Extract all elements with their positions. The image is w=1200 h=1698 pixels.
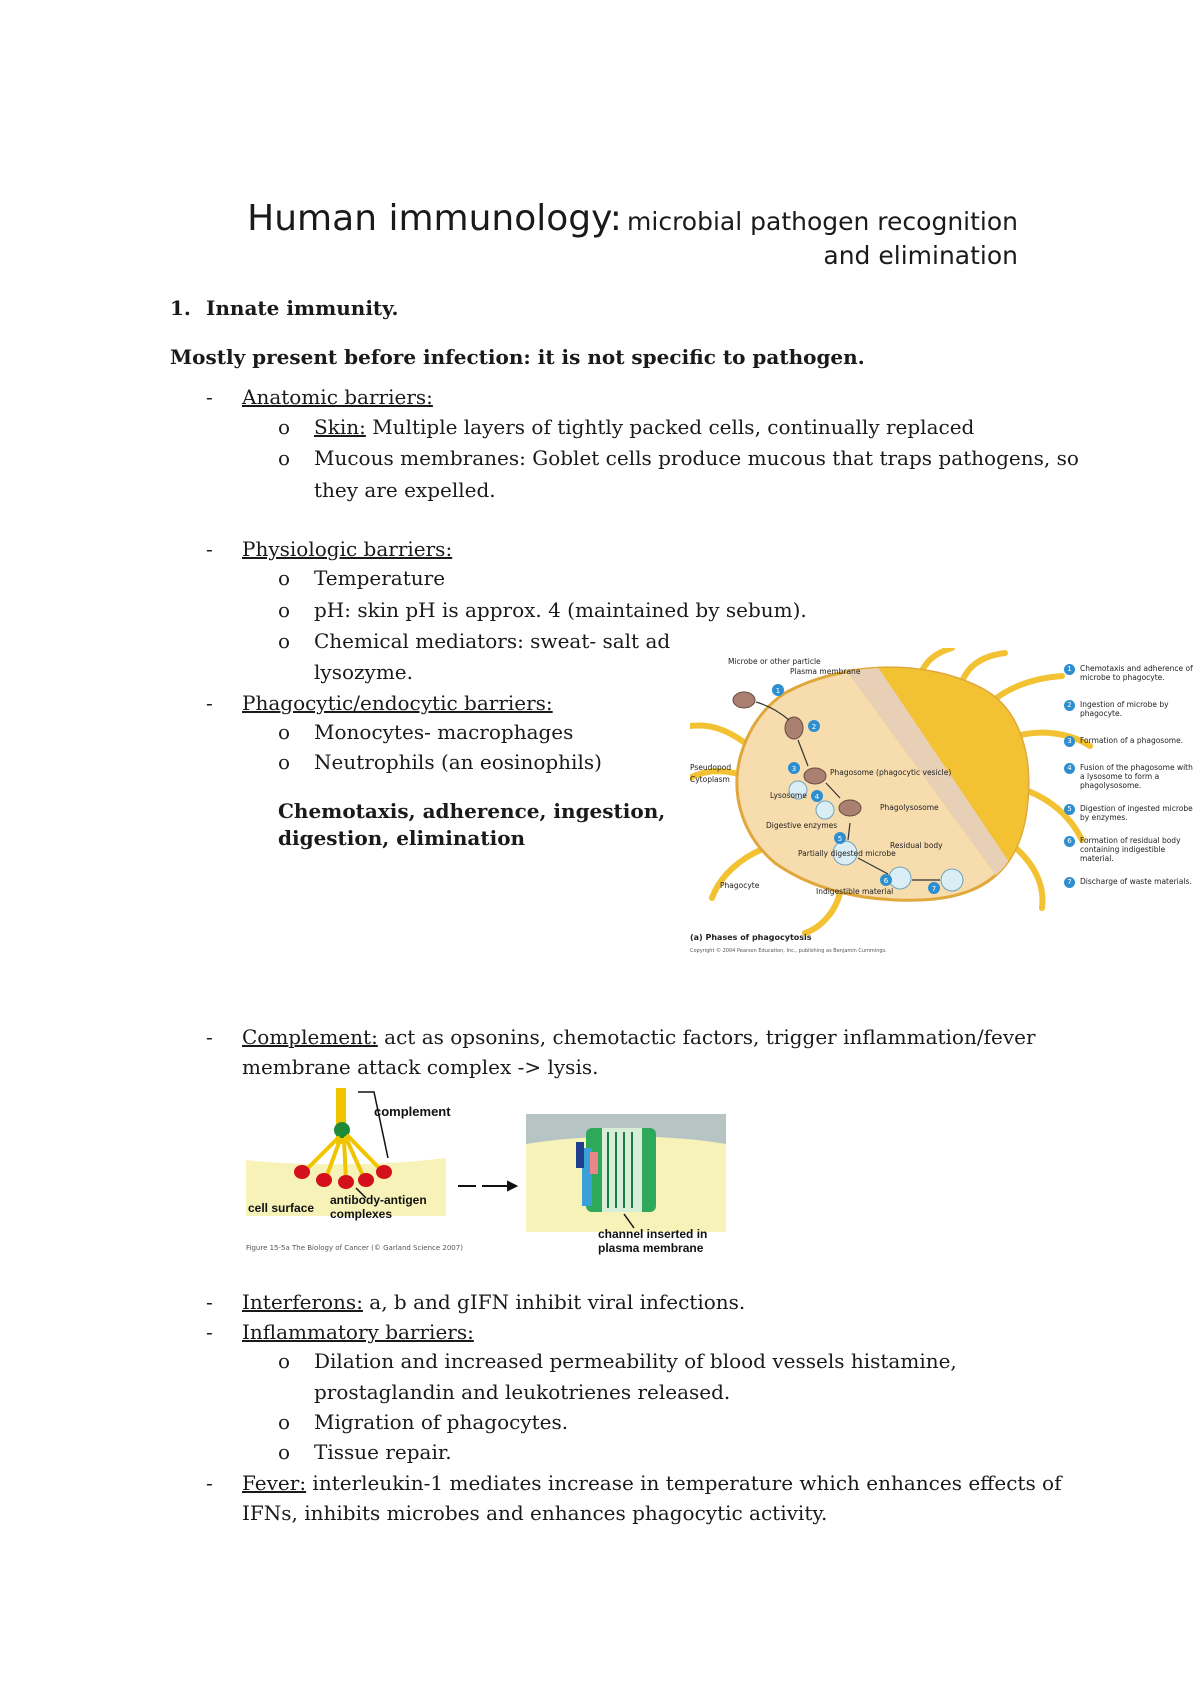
anatomic-label: Anatomic barriers: <box>242 385 433 409</box>
phago-steps <box>278 798 665 852</box>
inflammatory-item1-line2: prostaglandin and leukotrienes released. <box>314 1380 731 1404</box>
inflammatory-item-1 <box>278 1346 957 1377</box>
phago-steps-line2: digestion, elimination <box>278 826 526 850</box>
discharge-vesicle <box>941 869 963 891</box>
inflammatory-label: Inflammatory barriers: <box>242 1320 474 1344</box>
label-microbe: Microbe or other particle <box>728 657 821 666</box>
phagocytic-label: Phagocytic/endocytic barriers: <box>242 691 553 715</box>
legend-step-1: Chemotaxis and adherence of microbe to phagocyte. <box>1080 664 1193 682</box>
label-cell-surface: cell surface <box>248 1201 315 1215</box>
channel-protein-pink <box>590 1152 598 1174</box>
physio-chemical-line2: lysozyme. <box>314 660 413 684</box>
dash-bullet: - <box>206 691 213 715</box>
svg-text:5: 5 <box>837 835 843 843</box>
complement-label: Complement: <box>242 1025 378 1049</box>
label-plasma: Plasma membrane <box>790 667 861 676</box>
residual-body <box>889 867 911 889</box>
microbe <box>804 768 826 784</box>
complement-figure <box>246 1088 732 1260</box>
inflammatory-item <box>206 1317 474 1348</box>
label-cytoplasm: Cytoplasm <box>690 775 730 784</box>
o-bullet: o <box>278 1410 291 1434</box>
legend-step-2: Ingestion of microbe by phagocyte. <box>1080 700 1169 718</box>
physio-item-temperature <box>278 563 445 594</box>
fever-text-line1: interleukin-1 mediates increase in temperature which enhances effects of <box>306 1471 1062 1495</box>
o-bullet: o <box>278 566 291 590</box>
phago-text: Monocytes- macrophages <box>314 720 574 744</box>
o-bullet: o <box>278 598 291 622</box>
legend-step-3: Formation of a phagosome. <box>1080 736 1184 745</box>
legend-step-4: Fusion of the phagosome with a lysosome to form a phagolysosome. <box>1080 763 1193 790</box>
interferons-label: Interferons: <box>242 1290 363 1314</box>
legend-step-7: Discharge of waste materials. <box>1080 877 1192 886</box>
dash-bullet: - <box>206 1471 213 1495</box>
svg-text:3: 3 <box>791 765 797 773</box>
figure-copyright: Copyright © 2004 Pearson Education, Inc., publishing as Benjamin Cummings. <box>690 948 887 954</box>
mucous-line2: they are expelled. <box>314 478 496 502</box>
title-sub-line1: microbial pathogen recognition <box>627 207 1018 236</box>
inflammatory-item-3 <box>278 1437 452 1468</box>
intro-text: Mostly present before infection: it is not specific to pathogen. <box>170 345 865 369</box>
o-bullet: o <box>278 446 291 470</box>
label-lysosome: Lysosome <box>770 791 807 800</box>
skin-text: Multiple layers of tightly packed cells, continually replaced <box>365 415 975 439</box>
complement-text-line2: membrane attack complex -> lysis. <box>242 1055 599 1079</box>
microbe <box>839 800 861 816</box>
anatomic-item <box>206 382 433 413</box>
label-complement: complement <box>374 1104 451 1119</box>
skin-item <box>278 412 974 443</box>
label-phagocyte: Phagocyte <box>720 881 760 890</box>
title-sub-line2: and elimination <box>823 241 1018 270</box>
skin-label: Skin: <box>314 415 366 439</box>
o-bullet: o <box>278 1349 291 1373</box>
section-heading-text: Innate immunity. <box>206 296 399 320</box>
mucous-item <box>278 443 1079 474</box>
complement-text-line1: act as opsonins, chemotactic factors, trigger inflammation/fever <box>377 1025 1036 1049</box>
svg-text:4: 4 <box>814 793 820 801</box>
interferons-item <box>206 1287 745 1318</box>
o-bullet: o <box>278 720 291 744</box>
phago-text: Neutrophils (an eosinophils) <box>314 750 602 774</box>
fever-text-line2: IFNs, inhibits microbes and enhances phagocytic activity. <box>242 1501 828 1525</box>
label-channel-line1: channel inserted in <box>598 1227 708 1241</box>
dash-bullet: - <box>206 385 213 409</box>
physio-text: Temperature <box>314 566 446 590</box>
fever-label: Fever: <box>242 1471 307 1495</box>
figure-caption: (a) Phases of phagocytosis <box>690 933 812 942</box>
page-title <box>198 198 1018 270</box>
svg-text:7: 7 <box>931 885 937 893</box>
dash-bullet: - <box>206 1320 213 1344</box>
dash-bullet: - <box>206 1290 213 1314</box>
label-phagosome: Phagosome (phagocytic vesicle) <box>830 768 952 777</box>
label-partially: Partially digested microbe <box>798 849 896 858</box>
complement-figure-caption: Figure 15-5a The Biology of Cancer (© Garland Science 2007) <box>246 1244 463 1252</box>
physio-text: Chemical mediators: sweat- salt ad <box>314 629 671 653</box>
label-channel-line2: plasma membrane <box>598 1241 704 1255</box>
legend-step-5: Digestion of ingested microbe by enzymes. <box>1080 804 1193 822</box>
phagocytic-item <box>206 688 553 719</box>
dash-bullet: - <box>206 1025 213 1049</box>
svg-text:6: 6 <box>883 877 889 885</box>
inflammatory-item2-text: Migration of phagocytes. <box>314 1410 569 1434</box>
label-digestive: Digestive enzymes <box>766 821 838 830</box>
dash-bullet: - <box>206 537 213 561</box>
label-antibody-line1: antibody-antigen <box>330 1193 427 1207</box>
label-indigestible: Indigestible material <box>816 887 894 896</box>
inflammatory-item3-text: Tissue repair. <box>314 1440 452 1464</box>
phago-steps-line1: Chemotaxis, adherence, ingestion, <box>278 799 666 823</box>
transition-arrow <box>458 1182 516 1190</box>
microbe <box>785 717 803 739</box>
interferons-text: a, b and gIFN inhibit viral infections. <box>362 1290 746 1314</box>
phago-steps-legend: 1 Chemotaxis and adherence of microbe to phagocyte. 2 Ingestion of microbe by phagocyte. 3 Formation of a phagosome. 4 Fusion of the phagosome with a lysosome to form a phagolysosome. 5 Digestion of ingested microbe by enzymes. 6 Formation of residual body containing indigestible material. 7 Discharge of waste materials. <box>1064 664 1196 886</box>
label-antibody-line2: complexes <box>330 1207 393 1221</box>
channel-protein-navy <box>576 1142 584 1168</box>
physio-item-chemical <box>278 626 670 657</box>
physiologic-item <box>206 534 452 565</box>
physiologic-label: Physiologic barriers: <box>242 537 453 561</box>
label-pseudopod: Pseudopod <box>690 763 732 772</box>
microbe <box>733 692 755 708</box>
mucous-line1: Mucous membranes: Goblet cells produce mucous that traps pathogens, so <box>314 446 1079 470</box>
o-bullet: o <box>278 750 291 774</box>
title-main: Human immunology: <box>247 198 622 239</box>
physio-text: pH: skin pH is approx. 4 (maintained by sebum). <box>314 598 807 622</box>
fever-item <box>206 1468 1062 1499</box>
o-bullet: o <box>278 415 291 439</box>
lysosome <box>816 801 834 819</box>
physio-item-ph <box>278 595 807 626</box>
legend-step-6: Formation of residual body containing indigestible material. <box>1080 836 1181 863</box>
svg-text:2: 2 <box>811 723 817 731</box>
complement-item <box>206 1022 1036 1053</box>
section-number: 1. <box>170 296 191 320</box>
section-heading <box>170 293 398 324</box>
svg-text:1: 1 <box>775 687 781 695</box>
inflammatory-item-2 <box>278 1407 568 1438</box>
label-residual: Residual body <box>890 841 943 850</box>
label-phagolysosome: Phagolysosome <box>880 803 939 812</box>
o-bullet: o <box>278 629 291 653</box>
phago-item-neutrophils <box>278 747 602 778</box>
inflammatory-item1-line1: Dilation and increased permeability of blood vessels histamine, <box>314 1349 957 1373</box>
phago-item-monocytes <box>278 717 573 748</box>
o-bullet: o <box>278 1440 291 1464</box>
